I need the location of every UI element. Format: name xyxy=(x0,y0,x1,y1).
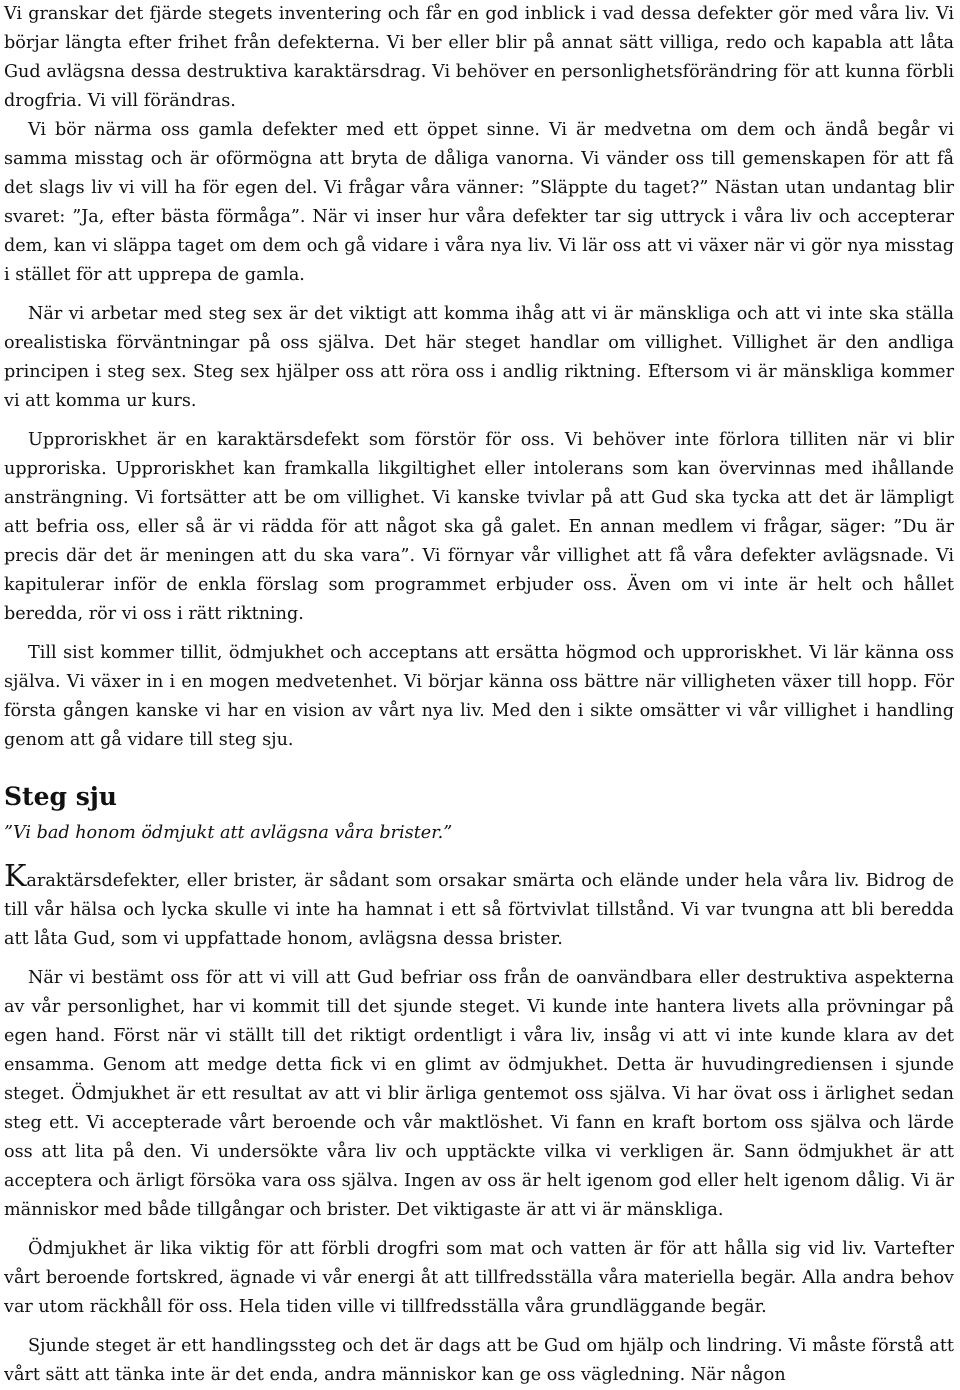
dropcap-paragraph-text: araktärsdefekter, eller brister, är sådant som orsakar smärta och elände under hela våra liv. Bidrog de till vår hälsa och lycka skulle vi inte ha hamnat i ett så förtvivlat tillstånd. Vi var tvungna att bli beredda att låta Gud, som vi uppfattade honom, avlägsna dessa brister. xyxy=(4,871,954,949)
paragraph: Vi granskar det fjärde stegets inventering och får en god inblick i vad dessa defekter gör med våra liv. Vi börjar längta efter frihet från defekterna. Vi ber eller blir på annat sätt villiga, redo och kapabla att låta Gud avlägsna dessa destruktiva karaktärsdrag. Vi behöver en personlighetsförändring för att kunna förbli drogfria. Vi vill förändras. xyxy=(4,4,954,111)
paragraph: Sjunde steget är ett handlingssteg och det är dags att be Gud om hjälp och lindring. Vi måste förstå att vårt sätt att tänka inte är det enda, andra människor kan ge oss vägledning. När någon xyxy=(4,1336,954,1385)
section-heading: Steg sju xyxy=(4,782,117,811)
dropcap-paragraph xyxy=(4,859,954,954)
paragraph: Ödmjukhet är lika viktig för att förbli drogfri som mat och vatten är för att hålla sig vid liv. Vartefter vårt beroende fortskred, ägnade vi vår energi åt att tillfredsställa våra materiella begär. Alla andra behov var utom räckhåll för oss. Hela tiden ville vi tillfredsställa våra grundläggande begär. xyxy=(4,1239,954,1317)
paragraph: När vi arbetar med steg sex är det viktigt att komma ihåg att vi är mänskliga och att vi inte ska ställa orealistiska förväntningar på oss själva. Det här steget handlar om villighet. Villighet är den andliga principen i steg sex. Steg sex hjälper oss att röra oss i andlig riktning. Eftersom vi är mänskliga kommer vi att komma ur kurs. xyxy=(4,304,954,411)
paragraph: Till sist kommer tillit, ödmjukhet och acceptans att ersätta högmod och upproriskhet. Vi lär känna oss själva. Vi växer in i en mogen medvetenhet. Vi börjar känna oss bättre när villigheten växer till hopp. För första gången kanske vi har en vision av vårt nya liv. Med den i sikte omsätter vi vår villighet i handling genom att gå vidare till steg sju. xyxy=(4,643,954,750)
dropcap-letter: K xyxy=(4,859,27,894)
paragraph: När vi bestämt oss för att vi vill att Gud befriar oss från de oanvändbara eller destruktiva aspekterna av vår personlighet, har vi kommit till det sjunde steget. Vi kunde inte hantera livets alla prövningar på egen hand. Först när vi ställt till det riktigt ordentligt i våra liv, insåg vi att vi inte kunde klara av det ensamma. Genom att medge detta fick vi en glimt av ödmjukhet. Detta är huvudingrediensen i sjunde steget. Ödmjukhet är ett resultat av att vi blir ärliga gentemot oss själva. Vi har övat oss i ärlighet sedan steg ett. Vi accepterade vårt beroende och vår maktlöshet. Vi fann en kraft bortom oss själva och lärde oss att lita på den. Vi undersökte våra liv och upptäckte vilka vi verkligen är. Sann ödmjukhet är att acceptera och ärligt försöka vara oss själva. Ingen av oss är helt igenom god eller helt igenom dålig. Vi är människor med både tillgångar och brister. Det viktigaste är att vi är mänskliga. xyxy=(4,968,954,1220)
paragraph: Vi bör närma oss gamla defekter med ett öppet sinne. Vi är medvetna om dem och ändå begår vi samma misstag och är oförmögna att bryta de dåliga vanorna. Vi vänder oss till gemenskapen för att få det slags liv vi vill ha för egen del. Vi frågar våra vänner: ”Släppte du taget?” Nästan utan undantag blir svaret: ”Ja, efter bästa förmåga”. När vi inser hur våra defekter tar sig uttryck i våra liv och accepterar dem, kan vi släppa taget om dem och gå vidare i våra nya liv. Vi lär oss att vi växer när vi gör nya misstag i stället för att upprepa de gamla. xyxy=(4,120,954,285)
step-quote: ”Vi bad honom ödmjukt att avlägsna våra brister.” xyxy=(4,823,453,843)
document-page xyxy=(4,0,954,1390)
paragraph: Upproriskhet är en karaktärsdefekt som förstör för oss. Vi behöver inte förlora tilliten när vi blir upproriska. Upproriskhet kan framkalla likgiltighet eller intolerans som kan övervinnas med ihållande ansträngning. Vi fortsätter att be om villighet. Vi kanske tvivlar på att Gud ska tycka att det är lämpligt att befria oss, eller så är vi rädda för att något ska gå galet. En annan medlem vi frågar, säger: ”Du är precis där det är meningen att du ska vara”. Vi förnyar vår villighet att få våra defekter avlägsnade. Vi kapitulerar inför de enkla förslag som programmet erbjuder oss. Även om vi inte är helt och hållet beredda, rör vi oss i rätt riktning. xyxy=(4,430,954,624)
